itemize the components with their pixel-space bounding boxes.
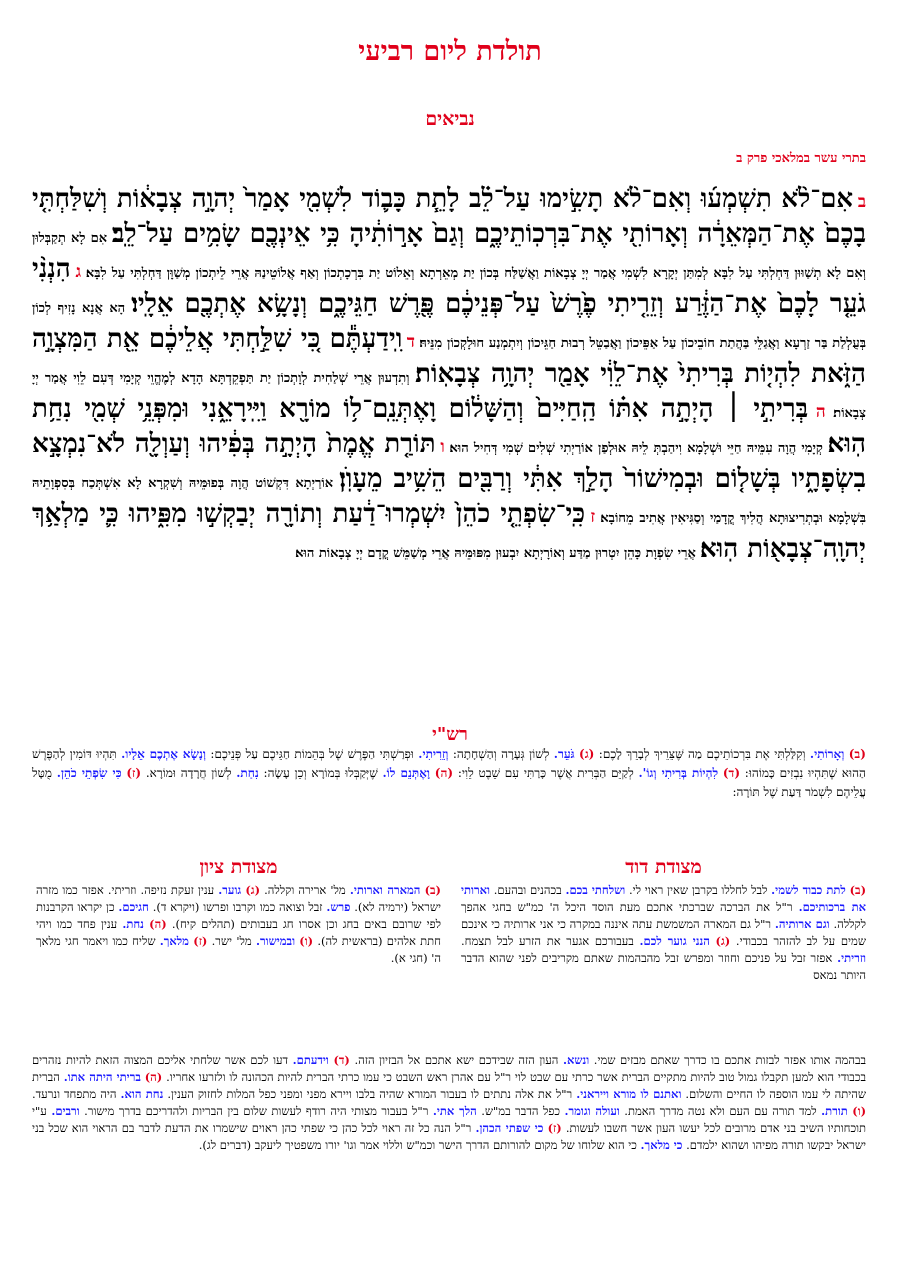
rashi-text: וּפְרַשְׁתִּי הַפֶּרֶשׁ שֶׁל בְּהֵמוֹת חַגֵּיכֶם עַל פְּנֵיכֶם: [210, 747, 414, 761]
metzudat-david-number: (ז) [547, 1121, 562, 1135]
metzudat-zion-number: (ה) [149, 917, 167, 931]
metzudat-zion-text: מל' ישר. [211, 934, 252, 948]
metzudat-david-lemma: לתת כבוד לשמי. [771, 883, 846, 897]
metzudat-david-text: בבהמה אותו אפזר לבזות אתכם בו כדרך שאתם מבזים שמי. [593, 1053, 867, 1067]
metzudat-zion-lemma: ובמישור. [255, 934, 296, 948]
metzudat-david-text [461, 882, 866, 984]
metzudat-david-lemma: ושלחתי בכם. [565, 883, 626, 897]
metzudat-david-text: ר"ל את אלה נתתים לו בעבור המורא שהיה בלבו ויירא מפני ומפני כפל המלות לחזוק הענין. [167, 1087, 573, 1101]
metzudat-david-number: (ב) [849, 883, 867, 897]
rashi-lemma: וָאֶתְּנֵם לוֹ. [382, 766, 430, 780]
verse-number: ה [815, 402, 826, 422]
rashi-text: וְקִלַּלְתִּי אֶת בִּרְכוֹתֵיכֶם מַה שֶּׁצֵּרֵיךְ לְבָרֵךְ לָכֶם: [598, 747, 806, 761]
metzudat-zion-title: מצודת ציון [199, 856, 278, 878]
metzudat-david-lemma: בריתי היתה אתו. [63, 1070, 141, 1084]
metzudat-david-continuation [32, 1052, 866, 1154]
verse-text: בְּרִיתִ֣י ׀ הָיְתָ֣ה אִתּ֗וֹ הַֽחַיִּים֙ וְהַשָּׁל֔וֹם וָאֶתְּנֵֽם־ל֥וֹ מוֹרָ֖א וַיִּֽירָאֵ֑נִי וּמִפְּנֵ֥י שְׁמִ֖י נִחַ֥ת הֽוּא׃ [32, 394, 866, 459]
metzudat-zion-text: ענין פחד כמו ויהי חתת אלהים (בראשית לה). [36, 917, 441, 948]
metzudat-zion-number: (ז) [193, 934, 208, 948]
section-subtitle: נביאים [425, 108, 475, 130]
verse-number: ד [406, 332, 415, 352]
rashi-commentary [32, 745, 866, 802]
metzudat-david-text: ר"ל בעבור מצותי היה רודף לעשות שלום בין הבריות ולהדריכם בדרך מישור. [84, 1104, 429, 1118]
metzudat-zion-lemma: המארה וארותי. [349, 883, 421, 897]
metzudat-zion-text: ענין זעקת נזיפה. [140, 883, 215, 897]
targum-text: וְתִדְעוּן אֲרֵי שְׁלַחִית לְוָתְכוֹן יַת תַּפְקֵדְתָּא הָדָא לְמֶהֱוֵי קְיָמִי דְּעִם לֵוִי אֲמַר יְיָ צְבָאוֹת׃ [32, 371, 866, 421]
rashi-text: לְקַיֵּם הַבְּרִית אֲשֶׁר כָּרַתִּי עִם שֵׁבֶט לֵוִי: [457, 766, 634, 780]
metzudat-david-text: למד תורה עם העם ולא נטה מדרך האמת. [624, 1104, 817, 1118]
rashi-number: (ה) [434, 766, 454, 780]
rashi-lemma: לִהְיוֹת בְּרִיתִי וְגוֹ'. [638, 766, 719, 780]
metzudat-zion-lemma: נחת. [122, 917, 144, 931]
rashi-lemma: וְאָרוֹתִי. [809, 747, 845, 761]
metzudat-zion-text: כן יקראו הקרבנות לפי שרובם באים בחג וכן אסרו חג בעבותים (תהלים קיח). [36, 900, 442, 931]
metzudat-david-lemma: וארותי את ברכותיכם. [461, 883, 866, 914]
verse-number: ו [440, 437, 445, 457]
metzudat-david-text: הברית שהיתה לי עמו הוספה לו החיים והשלום. [32, 1070, 867, 1101]
metzudat-zion-number: (ב) [424, 883, 441, 897]
rashi-number: (ז) [126, 766, 142, 780]
rashi-text: שֶׁיְּקַבְּלוּ בְּמוֹרָא וְכֵן עָשָׂה: [263, 766, 378, 780]
metzudat-david-number: (ג) [715, 934, 731, 948]
metzudat-david-text: כי הוא שלוחו של מקום להורותם הדרך הישר וכמ"ש וללוי אמר וגו' יורו משפטיך ליעקב (דברים לג). [198, 1138, 637, 1152]
verse-text: וִֽידַעְתֶּ֕ם כִּ֚י שִׁלַּ֣חְתִּי אֲלֵיכֶ֔ם אֵ֖ת הַמִּצְוָ֣ה הַזֹּ֑את לִהְי֤וֹת בְּרִיתִי֙ אֶת־לֵוִ֔י אָמַ֖ר יְהוָ֥ה צְבָאֽוֹת׃ [32, 324, 866, 389]
metzudat-david-text: בכהנים ובהעם. [493, 883, 562, 897]
metzudat-david-lemma: וידעתם. [292, 1053, 329, 1067]
verse-text: אִם־לֹ֨א תִשְׁמְע֜וּ וְאִם־לֹ֨א תָשִׂ֣ימוּ עַל־לֵ֗ב לָתֵ֧ת כָּב֛וֹד לִשְׁמִ֖י אָמַר֙ יְהוָ֣ה צְבָא֔וֹת וְשִׁלַּחְתִּ֤י בָכֶם֙ אֶת־הַמְּאֵרָ֔ה וְאָרוֹתִ֖י אֶת־בִּרְכֽוֹתֵיכֶ֑ם וְגַם֙ אָר֣וֹתִ֔יהָ כִּ֥י אֵינְכֶ֖ם שָׂמִ֥ים עַל־לֵֽב׃ [32, 184, 866, 249]
metzudat-david-title: מצודת דוד [625, 856, 702, 878]
targum-text: הָא אֲנָא נָזִיף לְכוֹן בְּעֻלְלַת בַּר זַרְעָא וַאֲגַלֵּי בַּהֲתַת חוֹבֵיכוֹן עַל אַפֵּיכוֹן וַאֲבַטֵּל רְבוּת חַגֵּיכוֹן וְיִתְמְנַע חוּלָקְכוֹן מִנֵּיהּ׃ [32, 301, 866, 351]
rashi-number: (ד) [722, 766, 741, 780]
rashi-lemma: גֹּעֵר. [553, 747, 575, 761]
metzudat-zion-lemma: גוער. [218, 883, 242, 897]
metzudat-david-text: העון הזה שבידכם ישא אתכם אל הבזיון הזה. [354, 1053, 559, 1067]
metzudat-zion-text [36, 882, 441, 967]
page-title: תולדת ליום רביעי [358, 36, 542, 67]
metzudat-david-lemma: הלך אתי. [432, 1104, 477, 1118]
metzudat-david-text: ר"ל הנה כל זה ראוי לכל כהן כי שפתי כהן ראוים שישמרו את הדעת לדבר בם הראוי הוא שכל בני ישראל יבקשו תורה מפיהו ושהוא ילמדם. [32, 1121, 866, 1152]
metzudat-david-text: אפזר זבל על פניכם וחוזר ומפרש זבל מהבהמות שאתם מקריבים לפני שהוא הדבר היותר נמאס [461, 951, 866, 982]
metzudat-david-lemma: ורבים. [51, 1104, 80, 1118]
metzudat-zion-number: (ג) [245, 883, 261, 897]
source-reference: בתרי עשר במלאכי פרק ב [736, 151, 866, 166]
rashi-lemma: כִּי שִׂפְתֵי כֹהֵן. [56, 766, 122, 780]
metzudat-david-text: ר"ל גם המארה המשמשת עתה איננה במקרה כי אני ארותיה כי אינכם שמים על לב להזהר בכבודי. [461, 917, 866, 948]
metzudat-zion-text: מל' ארירה וקללה. [264, 883, 346, 897]
metzudat-david-text: היה מתפחד ונרעד. [32, 1087, 117, 1101]
rashi-lemma: וְנָשָׂא אֶתְכֶם אֵלָיו. [121, 747, 206, 761]
metzudat-david-lemma: וזריתי. [837, 951, 866, 965]
metzudat-david-lemma: ועולה וגומר. [564, 1104, 620, 1118]
metzudat-david-text: ע"י תוכחותיו השיב בני אדם מרובים לכל יעשו העון אשר חשבו לעשות. [32, 1104, 867, 1135]
verse-text: תּוֹרַ֤ת אֱמֶת֙ הָיְתָ֣ה בְּפִ֔יהוּ וְעַוְלָ֖ה לֹא־נִמְצָ֣א בִשְׂפָתָ֑יו בְּשָׁל֤וֹם וּבְמִישׁוֹר֙ הָלַ֣ךְ אִתִּ֔י וְרַבִּ֖ים הֵשִׁ֥יב מֵעָוֺֽן׃ [32, 429, 866, 494]
targum-text: קְיָמִי הֲוָה עִמֵּיהּ חַיֵּי וּשְׁלָמָא וִיהַבְתְּ לֵיהּ אוּלְפַן אוֹרַיְתִי שְׁלִים שְׁמִי דְּחִיל הוּא׃ [449, 441, 823, 456]
rashi-lemma: וְזֵרִיתִי. [418, 747, 449, 761]
rashi-text: תִּהְיוּ דּוֹמִין לְהַפֶּרֶשׁ הַהוּא שֶׁתִּהְיוּ נִבְזִים כָּמוֹהוּ: [32, 747, 866, 780]
metzudat-david-text: ר"ל את הברכה שברכתי אתכם מעת הוסד היכל ה' כמ"ש בחגי אהפך לקללה. [461, 900, 867, 931]
metzudat-zion-lemma: מלאך. [159, 934, 189, 948]
verse-text: כִּֽי־שִׂפְתֵ֤י כֹהֵן֙ יִשְׁמְרוּ־דַ֔עַת וְתוֹרָ֖ה יְבַקְשׁ֣וּ מִפִּ֑יהוּ כִּ֛י מַלְאַ֥ךְ יְהוָֽה־צְבָא֖וֹת הֽוּא׃ [32, 499, 866, 564]
metzudat-david-lemma: ואתנם לו מורא וייראני. [576, 1087, 682, 1101]
rashi-title: רש"י [432, 724, 468, 745]
metzudat-david-lemma: כי מלאך. [640, 1138, 683, 1152]
verse-text: הִנְנִ֨י גֹעֵ֤ר לָכֶם֙ אֶת־הַזֶּ֔רַע וְזֵרִ֤יתִי פֶ֙רֶשׁ֙ עַל־פְּנֵיכֶ֔ם פֶּ֖רֶשׁ חַגֵּיכֶ֑ם וְנָשָׂ֥א אֶתְכֶ֖ם אֵלָֽיו׃ [32, 254, 866, 319]
rashi-number: (ג) [579, 747, 595, 761]
main-text-block [32, 182, 866, 567]
metzudat-david-text: דעו לכם אשר שלחתי אליכם המצוה הזאת להיות נזהרים בכבודי הוא למען תקבלו גמול טוב להיות מתקיים הברית אשר כרתי עם שבט לוי ר"ל עם אהרן ראש השבט כי עמו כרתי הברית להיות הכהונה לו ולזרעו אחריו. [32, 1053, 867, 1084]
metzudat-zion-lemma: פרש. [326, 900, 351, 914]
rashi-text: מֻטָּל עֲלֵיהֶם לִשְׁמֹר דַּעַת שֶׁל תּוֹרָה: [32, 766, 866, 799]
metzudat-zion-text: וזריתי. אפזר כמו מזרה ישראל (ירמיה לא). [36, 883, 442, 914]
metzudat-zion-text: זבל וצואה כמו וקרבו ופרשו (ויקרא ד). [152, 900, 323, 914]
metzudat-david-lemma: תורת. [821, 1104, 848, 1118]
metzudat-david-text: בעבורכם אגער את הזרע לבל תצמח. [461, 934, 634, 948]
verse-number: ג [75, 262, 82, 282]
targum-text: אִם לָא תְקַבְּלוּן וְאִם לָא תְשַׁוּוּן דַּחְלְתִּי עַל לִבָּא לְמִתַּן יְקָרָא לִשְׁמִי אֲמַר יְיָ צְבָאוֹת וַאֲשַׁלַּח בְּכוֹן יַת מְאֵרְתָא וְאֵלוֹט יַת בִּרְכָתְכוֹן וְאַף אֲלוֹטֵינַהּ אֲרֵי לֵיתְכוֹן מְשַׁוָּן דַּחְלְתִּי עַל לִבָּא׃ [32, 231, 866, 281]
metzudat-david-lemma: ונשא. [562, 1053, 590, 1067]
verse-number: ז [590, 507, 596, 527]
metzudat-zion-text: שליח כמו ויאמר חגי מלאך ה' (חגי א). [36, 934, 441, 965]
metzudat-david-number: (ד) [333, 1053, 350, 1067]
verse-number: ב [857, 192, 867, 212]
targum-text: אֲרֵי שִׂפְוָת כָּהֵן יִטְרוּן מַדַּע וְאוֹרָיְתָא יִבְעוּן מִפּוּמֵּיהּ אֲרֵי מְשַׁמֵּשׁ קֳדָם יְיָ צְבָאוֹת הוּא׃ [295, 546, 696, 561]
rashi-text: לְשׁוֹן חֲרָדָה וּמוֹרָא. [145, 766, 232, 780]
metzudat-zion-lemma: חגיכם. [118, 900, 149, 914]
metzudat-david-lemma: וגם ארותיה. [774, 917, 830, 931]
metzudat-david-lemma: כי שפתי הכהן. [475, 1121, 544, 1135]
metzudat-david-number: (ה) [144, 1070, 163, 1084]
metzudat-david-lemma: נחת הוא. [120, 1087, 164, 1101]
metzudat-zion-number: (ו) [299, 934, 314, 948]
rashi-number: (ב) [848, 747, 866, 761]
targum-text: אוֹרַיְתָא דִּקְשׁוֹט הֲוָה בְּפוּמֵּיהּ וְשִׁקְרָא לָא אִשְׁתְּכַח בְּסִפְוָתֵיהּ בִּשְׁלָמָא וּבְתְרִיצוּתָא הֲלִיךְ קֳדָמַי וְסַגִּיאִין אֲתִיב מֵחוֹבָא׃ [32, 476, 866, 526]
rashi-text: לְשׁוֹן גְּעָרָה וְהַשְׁחָתָה: [452, 747, 550, 761]
metzudat-david-text: לבל לחללו בקרבן שאין ראוי לי. [628, 883, 768, 897]
metzudat-david-text: כפל הדבר במ"ש. [481, 1104, 560, 1118]
metzudat-david-number: (ו) [852, 1104, 867, 1118]
rashi-lemma: נִחַת. [236, 766, 259, 780]
metzudat-david-lemma: הנני גוער לכם. [639, 934, 710, 948]
